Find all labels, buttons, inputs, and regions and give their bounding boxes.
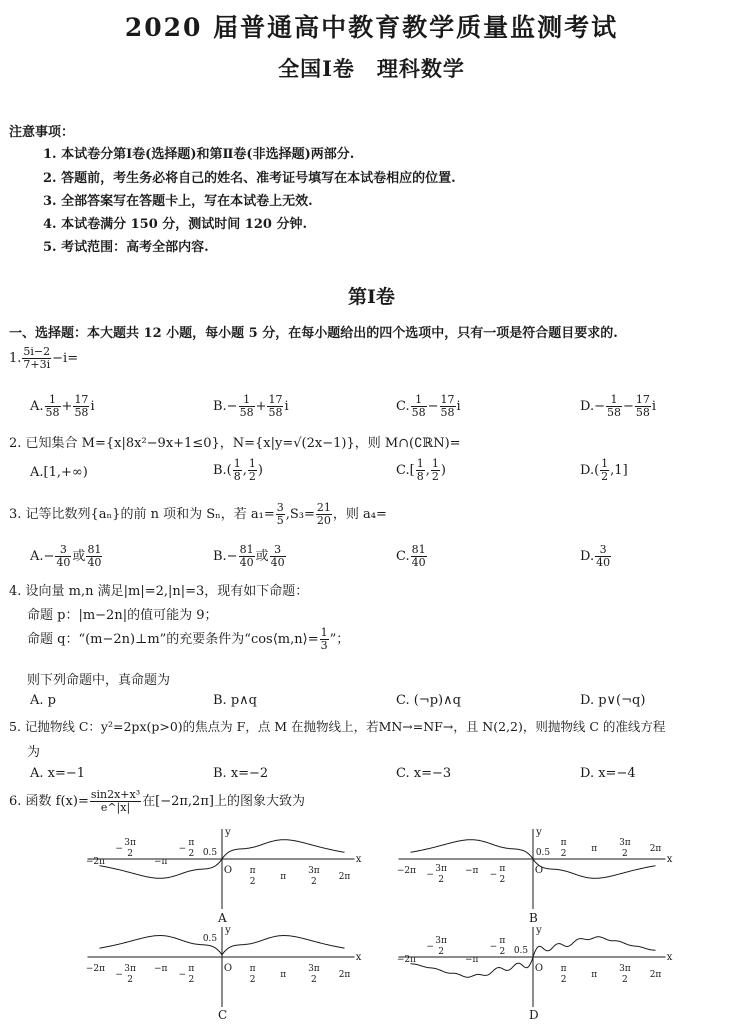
- graph-c-tick-negpi: −π: [154, 964, 168, 974]
- notice-item-4: 4. 本试卷满分 150 分，测试时间 120 分钟.: [43, 217, 307, 232]
- graph-b-tick-neg2pi: −2π: [396, 866, 417, 876]
- volume-heading: 第Ⅰ卷: [348, 286, 395, 308]
- graph-b-tick-neg3pi2-den: 2: [438, 875, 444, 885]
- q6-graph-label-d[interactable]: D: [529, 1008, 539, 1022]
- graph-c-tick-3pi2-num: 3π: [308, 964, 320, 974]
- graph-a-tick-negpi2-sign: −: [178, 844, 187, 854]
- graph-c-tick-pi2-num: π: [249, 964, 256, 974]
- graph-d-tick-half: 0.5: [513, 946, 529, 956]
- graph-c-origin-label: O: [223, 963, 233, 974]
- q4-option-a[interactable]: A. p: [30, 693, 56, 708]
- graph-a-origin-label: O: [223, 865, 233, 876]
- q4-stem: 4. 设向量 m,n 满足|m|=2,|n|=3，现有如下命题：: [9, 584, 309, 599]
- graph-b-tick-pi2-den: 2: [560, 849, 567, 859]
- q5-stem: 5. 记抛物线 C：y²=2px(p>0)的焦点为 F，点 M 在抛物线上，若MN→=NF→，且 N(2,2)，则抛物线 C 的准线方程: [9, 719, 666, 734]
- graph-c-tick-3pi2-den: 2: [311, 975, 317, 985]
- q5-option-c[interactable]: C. x=−3: [396, 766, 452, 781]
- graph-d-tick-negpi2-num: π: [499, 936, 506, 946]
- graph-c-y-label: y: [225, 925, 231, 936]
- graph-d-tick-2pi: 2π: [649, 970, 662, 980]
- graph-c-tick-neg3pi2-den: 2: [127, 975, 133, 985]
- q4-proposition-p: 命题 p：|m−2n|的值可能为 9；: [27, 608, 218, 623]
- graph-b-tick-half: 0.5: [535, 848, 551, 858]
- graph-b-tick-negpi2-den: 2: [499, 875, 506, 885]
- notice-item-2: 2. 答题前，考生务必将自己的姓名、准考证号填写在本试卷相应的位置.: [43, 171, 456, 186]
- graph-b-tick-negpi2-sign: −: [489, 870, 498, 880]
- q3-option-b[interactable]: B.− $\frac{81}{40}$ 或 $\frac{3}{40}$: [213, 543, 285, 569]
- graph-b-tick-2pi: 2π: [649, 844, 662, 854]
- graph-a-y-label: y: [225, 827, 231, 838]
- q3-stem: 3. 记等比数列{aₙ}的前 n 项和为 Sₙ，若 a₁= $\frac{3}{5}$ ,S₃= $\frac{21}{20}$ ，则 a₄=: [9, 501, 387, 527]
- graph-d-tick-pi2-num: π: [560, 964, 567, 974]
- exam-title: 2020 届普通高中教育教学质量监测考试: [124, 13, 619, 42]
- graph-b-y-label: y: [536, 827, 542, 838]
- q5-stem-cont: 为: [27, 745, 41, 760]
- graph-d-tick-neg3pi2-den: 2: [438, 947, 444, 957]
- graph-b-tick-3pi2-num: 3π: [619, 838, 631, 848]
- q2-option-a[interactable]: A.[1,+∞): [30, 465, 88, 480]
- graph-b-tick-neg3pi2-num: 3π: [435, 864, 447, 874]
- graph-a-tick-negpi2-den: 2: [188, 849, 195, 859]
- graph-d-tick-neg2pi: −2π: [396, 955, 417, 965]
- graph-d-tick-3pi2-num: 3π: [619, 964, 631, 974]
- q1-option-c[interactable]: C. $\frac{1}{58}$ − $\frac{17}{58}$ i: [396, 393, 461, 419]
- graph-d-y-label: y: [536, 925, 542, 936]
- q3-option-c[interactable]: C. $\frac{81}{40}$: [396, 543, 426, 569]
- q6-graph-label-a[interactable]: A: [218, 911, 227, 925]
- graph-c-tick-2pi: 2π: [338, 970, 351, 980]
- graph-c-tick-negpi2-den: 2: [188, 975, 195, 985]
- graph-c-tick-neg3pi2-sign: −: [115, 970, 123, 980]
- graph-c-tick-pi: π: [280, 970, 287, 980]
- q6-graph-label-b[interactable]: B: [529, 911, 538, 925]
- graph-a-tick-pi2-den: 2: [249, 877, 256, 887]
- graph-d-x-label: x: [666, 952, 673, 963]
- q4-proposition-q: 命题 q：“(m−2n)⊥m”的充要条件为“cos⟨m,n⟩= $\frac{1}{3}$ ”；: [27, 626, 350, 652]
- graph-a-tick-half: 0.5: [202, 848, 218, 858]
- graph-a-tick-3pi2-num: 3π: [308, 866, 320, 876]
- graph-b-tick-negpi: −π: [465, 866, 479, 876]
- graph-a-tick-neg3pi2-den: 2: [127, 849, 133, 859]
- section-heading: 一、选择题：本大题共 12 小题，每小题 5 分，在每小题给出的四个选项中，只有一项是符合题目要求的.: [9, 326, 618, 341]
- q4-option-c[interactable]: C. (¬p)∧q: [396, 693, 461, 708]
- q1-option-a[interactable]: A. $\frac{1}{58}$ + $\frac{17}{58}$ i: [30, 393, 95, 419]
- notice-heading: 注意事项：: [9, 125, 75, 140]
- q6-graphs: [0, 814, 743, 1024]
- notice-item-5: 5. 考试范围：高考全部内容.: [43, 240, 209, 255]
- graph-b-tick-negpi2-num: π: [499, 864, 506, 874]
- graph-a-tick-neg2pi: −2π: [85, 857, 106, 867]
- q5-option-d[interactable]: D. x=−4: [580, 766, 636, 781]
- graph-a-tick-negpi: −π: [154, 857, 168, 867]
- graph-c-tick-neg3pi2-num: 3π: [124, 964, 136, 974]
- graph-c-tick-neg2pi: −2π: [85, 964, 106, 974]
- q2-option-b[interactable]: B.( $\frac{1}{8}$ , $\frac{1}{2}$ ): [213, 457, 263, 483]
- q2-option-c[interactable]: C.[ $\frac{1}{8}$ , $\frac{1}{2}$ ): [396, 457, 446, 483]
- q4-option-b[interactable]: B. p∧q: [213, 693, 257, 708]
- graph-d-tick-neg3pi2-num: 3π: [435, 936, 447, 946]
- q6-graph-label-c[interactable]: C: [218, 1008, 228, 1022]
- exam-subtitle: 全国Ⅰ卷 理科数学: [278, 56, 465, 81]
- graph-d-tick-3pi2-den: 2: [622, 975, 628, 985]
- graph-b-tick-neg3pi2-sign: −: [426, 870, 434, 880]
- q5-option-b[interactable]: B. x=−2: [213, 766, 269, 781]
- graph-a-tick-pi2-num: π: [249, 866, 256, 876]
- notice-item-3: 3. 全部答案写在答题卡上，写在本试卷上无效.: [43, 194, 313, 209]
- graph-a-x-label: x: [355, 854, 362, 865]
- graph-b-tick-3pi2-den: 2: [622, 849, 628, 859]
- q4-option-d[interactable]: D. p∨(¬q): [580, 693, 646, 708]
- graph-b-tick-pi: π: [591, 844, 598, 854]
- graph-a-tick-negpi2-num: π: [188, 838, 195, 848]
- graph-d-tick-pi: π: [591, 970, 598, 980]
- q4-ask: 则下列命题中，真命题为: [27, 673, 171, 688]
- notice-item-1: 1. 本试卷分第Ⅰ卷(选择题)和第Ⅱ卷(非选择题)两部分.: [43, 147, 355, 162]
- graph-b-x-label: x: [666, 854, 673, 865]
- graph-c-x-label: x: [355, 952, 362, 963]
- graph-c-tick-negpi2-num: π: [188, 964, 195, 974]
- q1-option-d[interactable]: D.− $\frac{1}{58}$ − $\frac{17}{58}$ i: [580, 393, 657, 419]
- graph-b-origin-label: O: [534, 865, 544, 876]
- q2-stem: 2. 已知集合 M={x|8x²−9x+1≤0}，N={x|y=√(2x−1)}，则 M∩(∁ℝN)=: [9, 436, 461, 451]
- q3-option-d[interactable]: D. $\frac{3}{40}$: [580, 543, 611, 569]
- graph-c-tick-negpi2-sign: −: [178, 970, 187, 980]
- q1-option-b[interactable]: B.− $\frac{1}{58}$ + $\frac{17}{58}$ i: [213, 393, 289, 419]
- graph-b-tick-pi2-num: π: [560, 838, 567, 848]
- q5-option-a[interactable]: A. x=−1: [30, 766, 86, 781]
- graph-c-tick-pi2-den: 2: [249, 975, 256, 985]
- graph-d-origin-label: O: [534, 963, 544, 974]
- graph-d-tick-negpi2-sign: −: [489, 942, 498, 952]
- graph-d-tick-negpi: −π: [465, 955, 479, 965]
- graph-c-tick-half: 0.5: [202, 934, 218, 944]
- q1-stem: 1. $\frac{5i-2}{7+3i}$ −i=: [9, 345, 79, 371]
- graph-a-tick-2pi: 2π: [338, 872, 351, 882]
- graph-d-tick-neg3pi2-sign: −: [426, 942, 434, 952]
- graph-a-tick-neg3pi2-num: 3π: [124, 838, 136, 848]
- graph-d-tick-negpi2-den: 2: [499, 947, 506, 957]
- q3-option-a[interactable]: A.− $\frac{3}{40}$ 或 $\frac{81}{40}$: [30, 543, 102, 569]
- graph-d-tick-pi2-den: 2: [560, 975, 567, 985]
- q6-stem: 6. 函数 f(x)= $\frac{\text{sin2x+x³}}{e\^{}|x|}$ 在[−2π,2π]上的图象大致为: [9, 788, 305, 814]
- graph-a-tick-neg3pi2-sign: −: [115, 844, 123, 854]
- q2-option-d[interactable]: D.( $\frac{1}{2}$ ,1]: [580, 457, 628, 483]
- graph-a-tick-3pi2-den: 2: [311, 877, 317, 887]
- graph-a-tick-pi: π: [280, 872, 287, 882]
